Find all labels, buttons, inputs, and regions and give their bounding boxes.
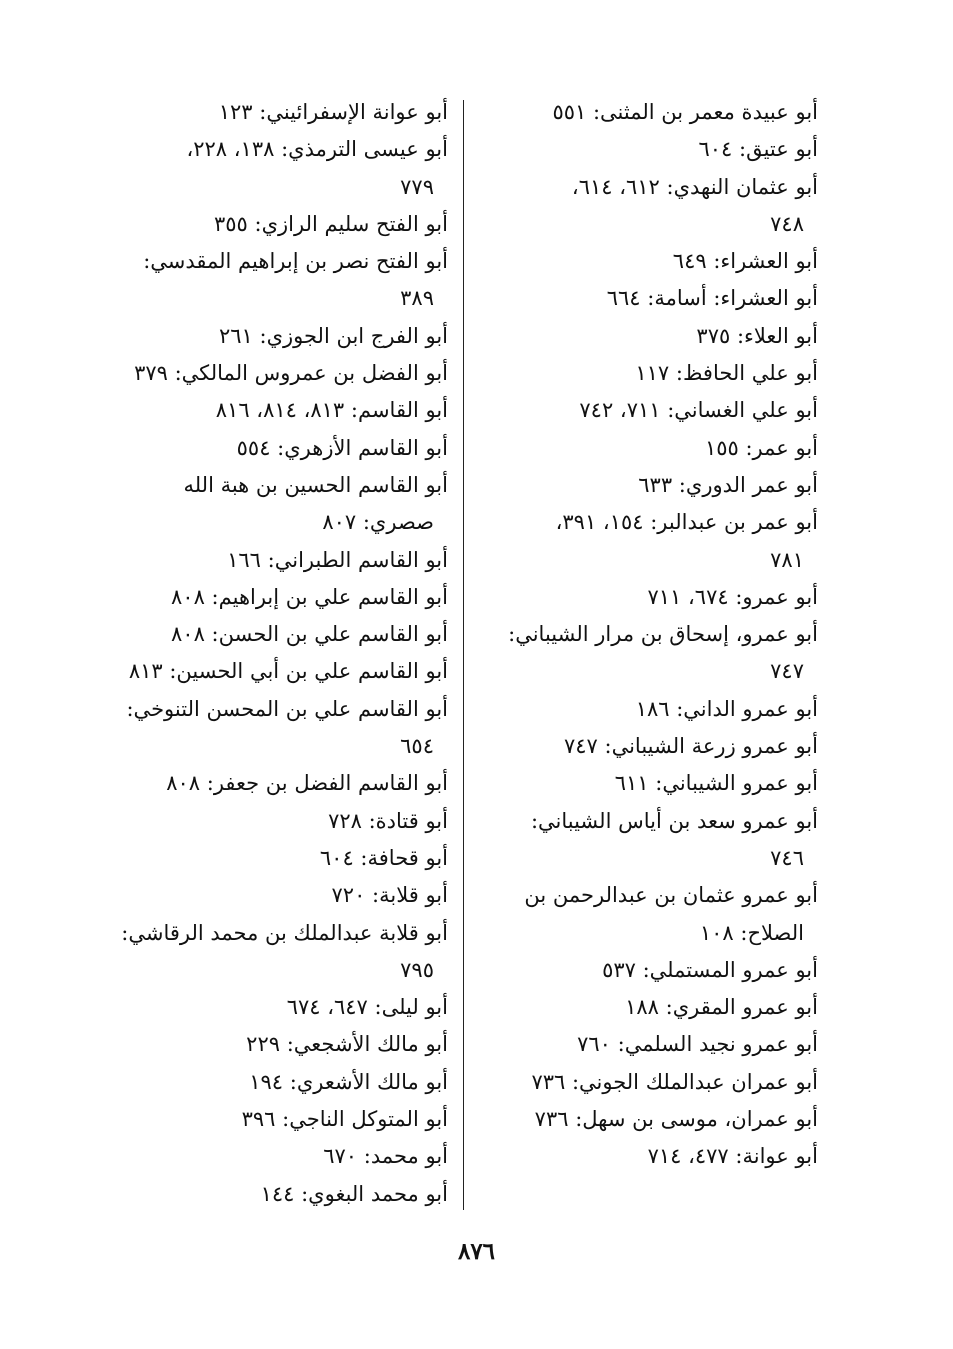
index-entry: أبو عثمان النهدي: ٦١٢، ٦١٤، <box>571 174 818 199</box>
index-entry: أبو عمران، موسى بن سهل: ٧٣٦ <box>534 1107 818 1132</box>
index-entry: أبو قتادة: ٧٢٨ <box>328 808 448 833</box>
index-entry: أبو العلاء: ٣٧٥ <box>696 323 818 348</box>
index-entry: أبو علي الحافظ: ١١٧ <box>635 361 818 386</box>
index-entry: أبو مالك الأشجعي: ٢٢٩ <box>246 1032 448 1057</box>
index-entry: أبو المتوكل الناجي: ٣٩٦ <box>241 1107 448 1132</box>
index-entry: أبو ليلى: ٦٤٧، ٦٧٤ <box>286 995 448 1020</box>
index-entry: أبو القاسم علي بن المحسن التنوخي: <box>126 696 448 721</box>
index-entry: أبو القاسم علي بن الحسن: ٨٠٨ <box>171 622 448 647</box>
index-entry: أبو عمرو زرعة الشيباني: ٧٤٧ <box>563 734 818 759</box>
index-entry: أبو العشراء: أسامة: ٦٦٤ <box>606 286 818 311</box>
index-entry: أبو قلابة: ٧٢٠ <box>331 883 448 908</box>
index-entry: أبو عمرو الشيباني: ٦١١ <box>614 771 818 796</box>
index-entry: أبو عمران عبدالملك الجوني: ٧٣٦ <box>531 1069 818 1094</box>
index-entry: صصري: ٨٠٧ <box>322 510 434 535</box>
index-entry: أبو القاسم علي بن إبراهيم: ٨٠٨ <box>171 584 448 609</box>
index-entry: أبو علي الغساني: ٧١١، ٧٤٢ <box>579 398 818 423</box>
index-entry: أبو مالك الأشعري: ١٩٤ <box>249 1069 448 1094</box>
index-entry: ٧٩٥ <box>400 957 434 982</box>
index-entry: أبو عوانة: ٤٧٧، ٧١٤ <box>647 1144 818 1169</box>
index-entry: ٣٨٩ <box>400 286 434 311</box>
index-entry: أبو عيسى الترمذي: ١٣٨، ٢٢٨، <box>186 137 448 162</box>
index-entry: أبو عمرو نجيد السلمي: ٧٦٠ <box>577 1032 818 1057</box>
page-number: ٨٧٦ <box>457 1238 496 1265</box>
index-entry: أبو عبيدة معمر بن المثنى: ٥٥١ <box>552 100 818 124</box>
index-entry: أبو الفتح سليم الرازي: ٣٥٥ <box>214 211 448 236</box>
index-entry: أبو عوانة الإسفرائيني: ١٢٣ <box>218 100 448 124</box>
index-entry: ٧٤٨ <box>770 211 804 236</box>
index-column-right <box>478 94 818 1176</box>
index-entry: أبو القاسم الحسين بن هبة الله <box>183 472 448 497</box>
index-entry: أبو عمرو: ٦٧٤، ٧١١ <box>647 584 818 609</box>
index-entry: الصلاح: ١٠٨ <box>699 920 804 945</box>
index-entry: أبو عمرو المستملي: ٥٣٧ <box>602 957 818 982</box>
index-entry: أبو عمرو، إسحاق بن مرار الشيباني: <box>508 622 818 647</box>
index-entry: أبو محمد: ٦٧٠ <box>323 1144 448 1169</box>
index-entry: أبو الفرج ابن الجوزي: ٢٦١ <box>218 323 448 348</box>
index-entry: أبو قحافة: ٦٠٤ <box>319 845 448 870</box>
index-entry: أبو القاسم الطبراني: ١٦٦ <box>227 547 448 572</box>
index-entry: أبو عمر: ١٥٥ <box>704 435 818 460</box>
index-entry: أبو عتيق: ٦٠٤ <box>698 137 818 162</box>
index-entry: أبو العشراء: ٦٤٩ <box>672 249 818 274</box>
index-entry: أبو عمرو الداني: ١٨٦ <box>635 696 818 721</box>
column-divider <box>463 100 464 1210</box>
index-column-left <box>108 94 448 1213</box>
index-entry: ٧٨١ <box>770 547 804 572</box>
index-entry: ٧٤٦ <box>770 845 804 870</box>
index-entry: أبو عمر بن عبدالبر: ١٥٤، ٣٩١، <box>555 510 818 535</box>
index-entry: ٧٤٧ <box>770 659 804 684</box>
index-entry: ٦٥٤ <box>400 734 434 759</box>
index-entry: أبو عمرو المقري: ١٨٨ <box>625 995 818 1020</box>
index-entry: أبو محمد البغوي: ١٤٤ <box>260 1181 448 1206</box>
index-entry: أبو عمرو عثمان بن عبدالرحمن بن <box>524 883 818 908</box>
index-entry: أبو الفضل بن عمروس المالكي: ٣٧٩ <box>134 361 448 386</box>
index-entry: ٧٧٩ <box>400 174 434 199</box>
index-entry: أبو الفتح نصر بن إبراهيم المقدسي: <box>143 249 448 274</box>
index-entry: أبو قلابة عبدالملك بن محمد الرقاشي: <box>121 920 448 945</box>
index-entry: أبو القاسم الفضل بن جعفر: ٨٠٨ <box>166 771 448 796</box>
index-entry: أبو القاسم علي بن أبي الحسين: ٨١٣ <box>128 659 448 684</box>
index-entry: أبو عمر الدوري: ٦٣٣ <box>638 472 818 497</box>
index-entry: أبو القاسم الأزهري: ٥٥٤ <box>236 435 448 460</box>
index-entry: أبو عمرو سعد بن أياس الشيباني: <box>530 808 818 833</box>
index-entry: أبو القاسم: ٨١٣، ٨١٤، ٨١٦ <box>215 398 448 423</box>
